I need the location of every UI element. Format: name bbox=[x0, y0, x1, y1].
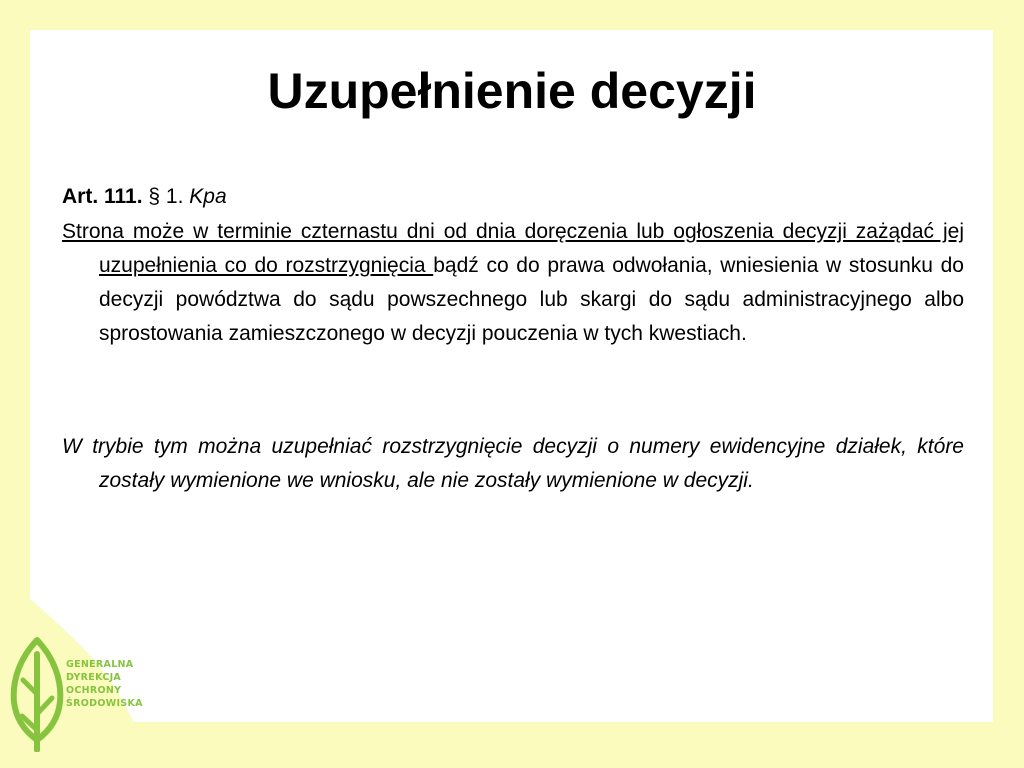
article-text-rest: bądź co do prawa odwołania, wniesienia w stosunku do decyzji powództwa do sądu powszechnego lub skargi do sądu administracyjnego albo sprostowania zamieszczonego w decyzji pouczenia w tych kwestiach. bbox=[99, 254, 964, 345]
commentary-text: W trybie tym można uzupełniać rozstrzygnięcie decyzji o numery ewidencyjne działek, które zostały wymienione we wniosku, ale nie zostały wymienione w decyzji. bbox=[62, 435, 964, 492]
article-text bbox=[62, 215, 964, 351]
logo-line: DYREKCJA bbox=[66, 672, 122, 683]
article-number: Art. 111. bbox=[62, 185, 143, 208]
logo-line: ŚRODOWISKA bbox=[66, 698, 143, 709]
logo-line: GENERALNA bbox=[66, 659, 134, 670]
slide-content bbox=[62, 185, 964, 498]
article-section: § 1. bbox=[142, 185, 190, 208]
logo-text bbox=[66, 658, 143, 710]
slide-title: Uzupełnienie decyzji bbox=[267, 63, 757, 119]
article-text-underlined: Strona może w terminie czternastu dni od dnia doręczenia lub ogłoszenia decyzji zażądać jej uzupełnienia co do rozstrzygnięcia bbox=[62, 220, 964, 277]
leaf-icon bbox=[8, 636, 66, 752]
logo-line: OCHRONY bbox=[66, 685, 122, 696]
article-reference bbox=[62, 185, 964, 209]
article-code: Kpa bbox=[189, 185, 227, 208]
